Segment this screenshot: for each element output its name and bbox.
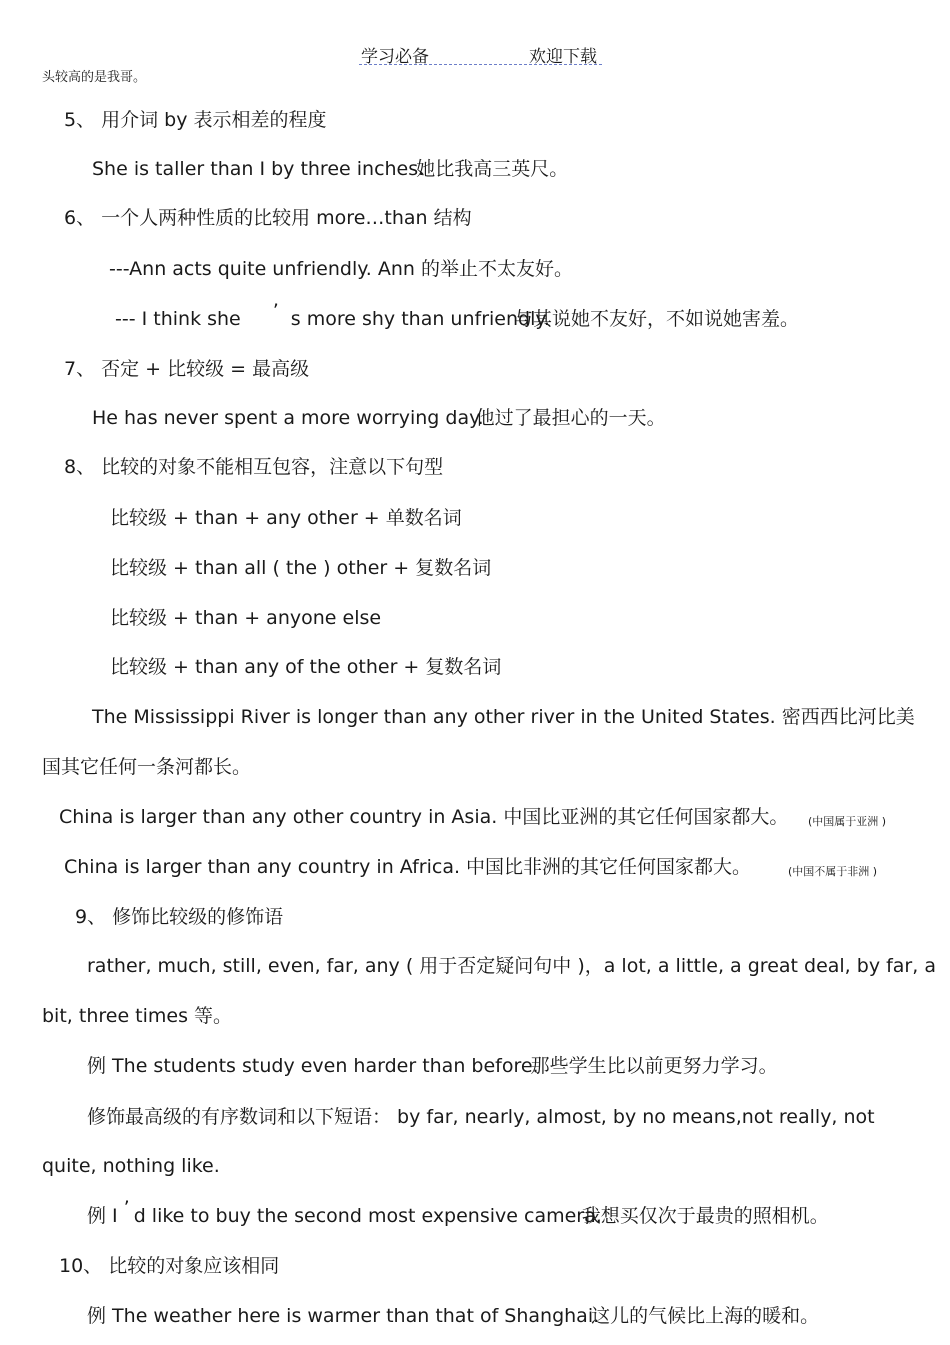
line-5-c: s more shy than unfriendly. [290,308,550,330]
header-left-text: 学习必备 [361,47,429,67]
pattern-2: 比较级 + than all ( the ) other + 复数名词 [110,557,492,579]
example-3-zh: 这儿的气候比上海的暖和。 [591,1305,820,1327]
section-9-heading: 9、 修饰比较级的修饰语 [75,906,284,928]
section-5-heading: 5、 用介词 by 表示相差的程度 [64,109,327,131]
line-2 [92,157,568,181]
pattern-3: 比较级 + than + anyone else [110,607,382,629]
line-15-note: (中国属于亚洲 ) [808,815,887,828]
example-1 [87,1054,778,1078]
section-6-heading: 6、 一个人两种性质的比较用 more…than 结构 [64,207,472,229]
line-18: rather, much, still, even, far, any ( 用于否定疑问句中 )，a lot, a little, a great deal, by far, a [87,955,936,977]
example-1-en: 例 The students study even harder than before. [87,1055,539,1077]
line-5 [115,300,799,331]
example-3-en: 例 The weather here is warmer than that of Shanghai. [87,1305,600,1327]
line-16-note: (中国不属于非洲 ) [788,865,878,878]
line-14: 国其它任何一条河都长。 [42,756,252,778]
header-right-text: 欢迎下载 [529,47,597,67]
example-2-apostrophe: ’ [123,1197,130,1219]
section-10-heading: 10、 比较的对象应该相同 [59,1255,280,1277]
line-15: China is larger than any other country in Asia. 中国比亚洲的其它任何国家都大。 [59,806,789,828]
line-13: The Mississippi River is longer than any other river in the United States. 密西西比河比美 [92,706,915,728]
line-5-zh: 与其说她不友好，不如说她害羞。 [513,308,799,330]
section-8-heading: 8、 比较的对象不能相互包容，注意以下句型 [64,456,444,478]
line-7-zh: 他过了最担心的一天。 [475,407,666,429]
line-7-en: He has never spent a more worrying day. [92,407,484,429]
example-2-zh: 我想买仅次于最贵的照相机。 [581,1205,829,1227]
line-4: ---Ann acts quite unfriendly. Ann 的举止不太友好。 [109,258,573,280]
example-2 [87,1197,829,1228]
example-3 [87,1304,819,1328]
line-22: quite, nothing like. [42,1155,220,1177]
pattern-1: 比较级 + than + any other + 单数名词 [110,507,462,529]
line-5-a: --- I think she [115,308,241,330]
example-1-zh: 那些学生比以前更努力学习。 [530,1055,778,1077]
example-2-c: d like to buy the second most expensive camera. [133,1205,602,1227]
page-header [359,40,602,65]
line-21: 修饰最高级的有序数词和以下短语： by far, nearly, almost, by no means,not really, not [87,1106,875,1128]
line-16: China is larger than any country in Africa. 中国比非洲的其它任何国家都大。 [64,856,752,878]
pattern-4: 比较级 + than any of the other + 复数名词 [110,656,502,678]
line-19: bit, three times 等。 [42,1005,233,1027]
line-7 [92,406,666,430]
line-5-apostrophe: ’ [272,300,279,322]
line-2-zh: 她比我高三英尺。 [416,158,569,180]
line-0: 头较高的是我哥。 [42,70,147,85]
line-2-en: She is taller than I by three inches. [92,158,425,180]
example-2-a: 例 I [87,1205,118,1227]
section-7-heading: 7、 否定 + 比较级 = 最高级 [64,358,310,380]
